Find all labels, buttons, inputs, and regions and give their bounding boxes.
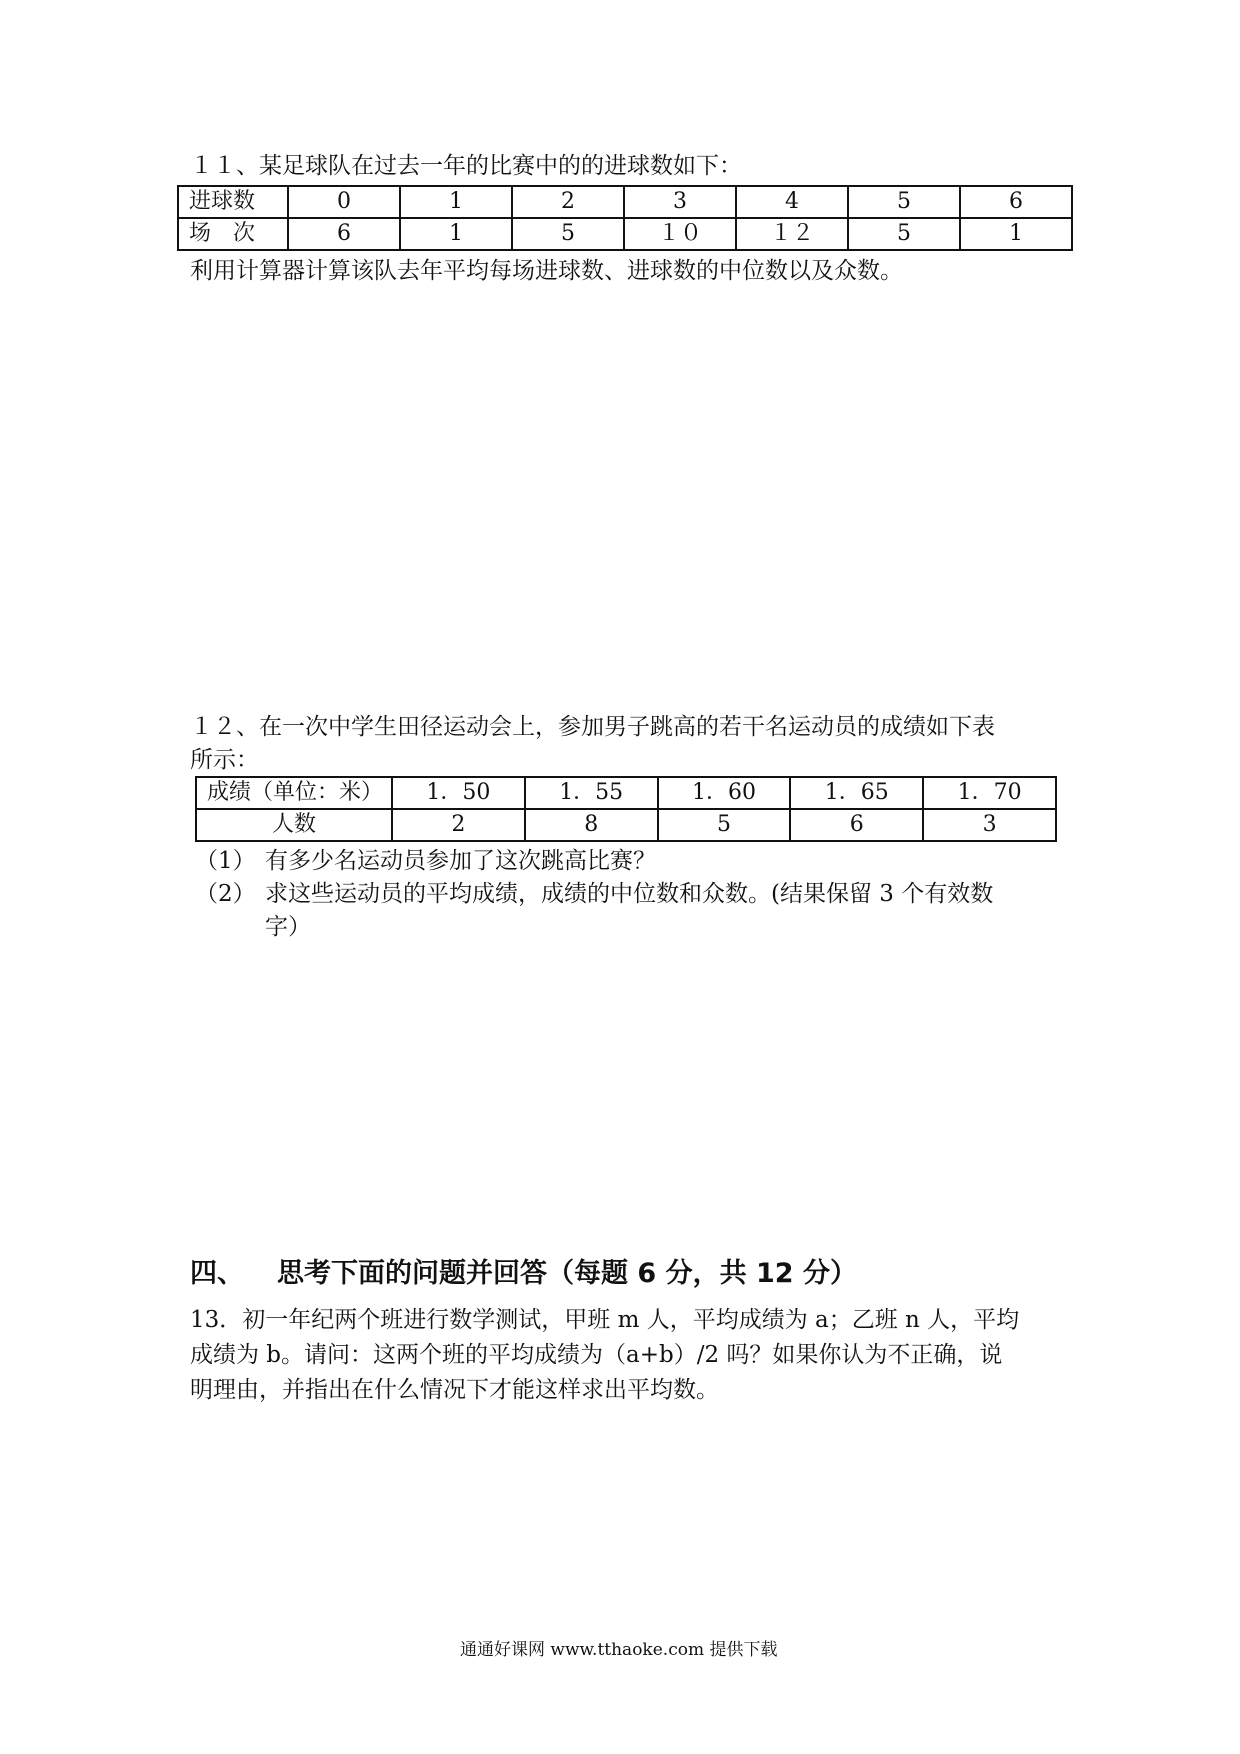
table-row-label: 场 次	[178, 218, 288, 250]
table-cell: 1．60	[658, 777, 791, 809]
table-cell: 5	[848, 218, 960, 250]
q11-table	[177, 185, 1073, 251]
table-cell: 4	[736, 186, 848, 218]
q12-sub2-line2: 字）	[265, 914, 311, 940]
table-cell: 6	[288, 218, 400, 250]
table-row	[178, 218, 1072, 250]
q13-line1: 13．初一年纪两个班进行数学测试，甲班 m 人，平均成绩为 a；乙班 n 人，平均	[190, 1307, 1020, 1333]
table-cell: 6	[790, 809, 923, 841]
q12-sub2-line1: 求这些运动员的平均成绩，成绩的中位数和众数。(结果保留 3 个有效数	[265, 881, 994, 907]
table-cell: １２	[736, 218, 848, 250]
section-number: 四、	[190, 1258, 244, 1289]
table-row	[196, 809, 1056, 841]
table-cell: 2	[512, 186, 624, 218]
table-cell: １０	[624, 218, 736, 250]
table-row-label: 成绩（单位：米）	[196, 777, 392, 809]
table-cell: 1	[960, 218, 1072, 250]
q12-sub1-text: 有多少名运动员参加了这次跳高比赛？	[265, 848, 656, 874]
q12-title-line2: 所示：	[190, 747, 259, 773]
table-cell: 1．55	[525, 777, 658, 809]
table-cell: 2	[392, 809, 525, 841]
table-row-label: 进球数	[178, 186, 288, 218]
table-cell: 5	[512, 218, 624, 250]
table-row	[196, 777, 1056, 809]
q13-line2: 成绩为 b。请问：这两个班的平均成绩为（a+b）/2 吗？如果你认为不正确，说	[190, 1342, 1003, 1368]
q11-title: １１、某足球队在过去一年的比赛中的的进球数如下：	[190, 153, 742, 179]
table-cell: 3	[624, 186, 736, 218]
table-row	[178, 186, 1072, 218]
table-row-label: 人数	[196, 809, 392, 841]
table-cell: 1	[400, 218, 512, 250]
table-cell: 1	[400, 186, 512, 218]
table-cell: 0	[288, 186, 400, 218]
q12-table	[195, 776, 1057, 842]
q12-title-line1: １２、在一次中学生田径运动会上，参加男子跳高的若干名运动员的成绩如下表	[190, 714, 995, 740]
page-footer: 通通好课网 www.tthaoke.com 提供下载	[460, 1640, 778, 1660]
table-cell: 1．70	[923, 777, 1056, 809]
q12-sub2-number: （2）	[195, 881, 256, 907]
table-cell: 3	[923, 809, 1056, 841]
table-cell: 1．65	[790, 777, 923, 809]
q12-sub1-number: （1）	[195, 848, 256, 874]
table-cell: 5	[658, 809, 791, 841]
section-title: 思考下面的问题并回答（每题 6 分，共 12 分）	[277, 1258, 857, 1289]
table-cell: 1．50	[392, 777, 525, 809]
table-cell: 6	[960, 186, 1072, 218]
table-cell: 8	[525, 809, 658, 841]
table-cell: 5	[848, 186, 960, 218]
q11-question: 利用计算器计算该队去年平均每场进球数、进球数的中位数以及众数。	[190, 258, 903, 284]
q13-line3: 明理由，并指出在什么情况下才能这样求出平均数。	[190, 1377, 719, 1403]
